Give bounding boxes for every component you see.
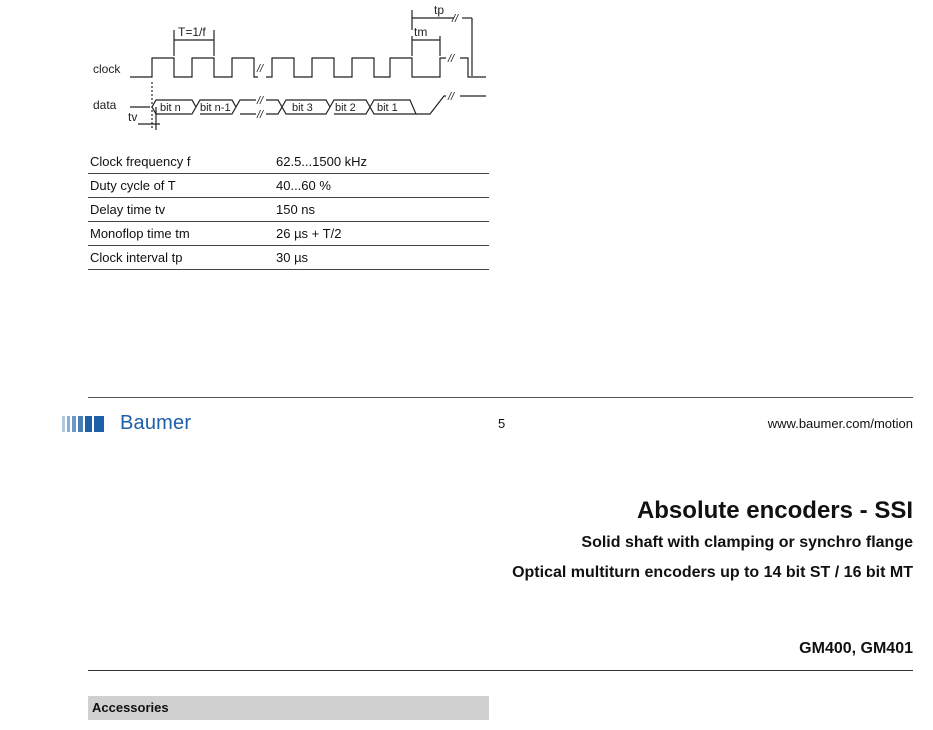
table-row [88, 198, 489, 222]
break-mark-tp: // [452, 13, 459, 25]
break-mark-data-bottom: // [257, 109, 264, 121]
brand-name: Baumer [120, 412, 192, 434]
bit-cell-resume [266, 100, 282, 114]
break-mark-clock: // [257, 63, 264, 75]
bit-label-n: bit n [160, 102, 181, 114]
ssi-timing-diagram [80, 0, 500, 135]
spec-param: Duty cycle of T [88, 174, 274, 198]
spec-value: 30 µs [274, 246, 489, 270]
spec-value: 40...60 % [274, 174, 489, 198]
table-row [88, 150, 489, 174]
tm-label: tm [414, 25, 428, 39]
bit-cell-break [236, 100, 256, 114]
spec-value: 26 µs + T/2 [274, 222, 489, 246]
bit-label-3: bit 3 [292, 102, 313, 114]
footer-url-link[interactable]: www.baumer.com/motion [767, 416, 913, 431]
data-line-end [416, 96, 446, 114]
page-title: Absolute encoders - SSI [636, 497, 913, 524]
spec-param: Clock frequency f [88, 150, 274, 174]
ssi-spec-table [88, 150, 489, 270]
spec-value: 150 ns [274, 198, 489, 222]
spec-param: Clock interval tp [88, 246, 274, 270]
bit-label-1: bit 1 [377, 102, 398, 114]
period-label: T=1/f [178, 25, 206, 39]
page-subtitle-1: Solid shaft with clamping or synchro flange [581, 534, 913, 551]
clock-signal [130, 58, 258, 77]
table-row [88, 222, 489, 246]
break-mark-clock-end: // [448, 53, 455, 65]
model-numbers: GM400, GM401 [799, 640, 913, 657]
spec-value: 62.5...1500 kHz [274, 150, 489, 174]
data-label: data [93, 98, 117, 112]
clock-signal-continued [266, 58, 446, 77]
tp-label: tp [434, 3, 445, 17]
table-row [88, 174, 489, 198]
bit-label-2: bit 2 [335, 102, 356, 114]
table-row [88, 246, 489, 270]
spec-param: Monoflop time tm [88, 222, 274, 246]
clock-signal-end [460, 58, 486, 77]
bit-label-n-1: bit n-1 [200, 102, 231, 114]
section-heading-accessories: Accessories [88, 696, 489, 720]
baumer-logo-icon [62, 414, 112, 434]
spec-param: Delay time tv [88, 198, 274, 222]
header-divider [88, 670, 913, 671]
page-subtitle-2: Optical multiturn encoders up to 14 bit ST / 16 bit MT [512, 564, 913, 581]
tv-label: tv [128, 110, 138, 124]
break-mark-data-end: // [448, 91, 455, 103]
break-mark-data-top: // [257, 95, 264, 107]
footer-divider [88, 397, 913, 398]
page-number: 5 [498, 416, 506, 431]
clock-label: clock [93, 62, 121, 76]
baumer-logo[interactable] [62, 412, 191, 435]
